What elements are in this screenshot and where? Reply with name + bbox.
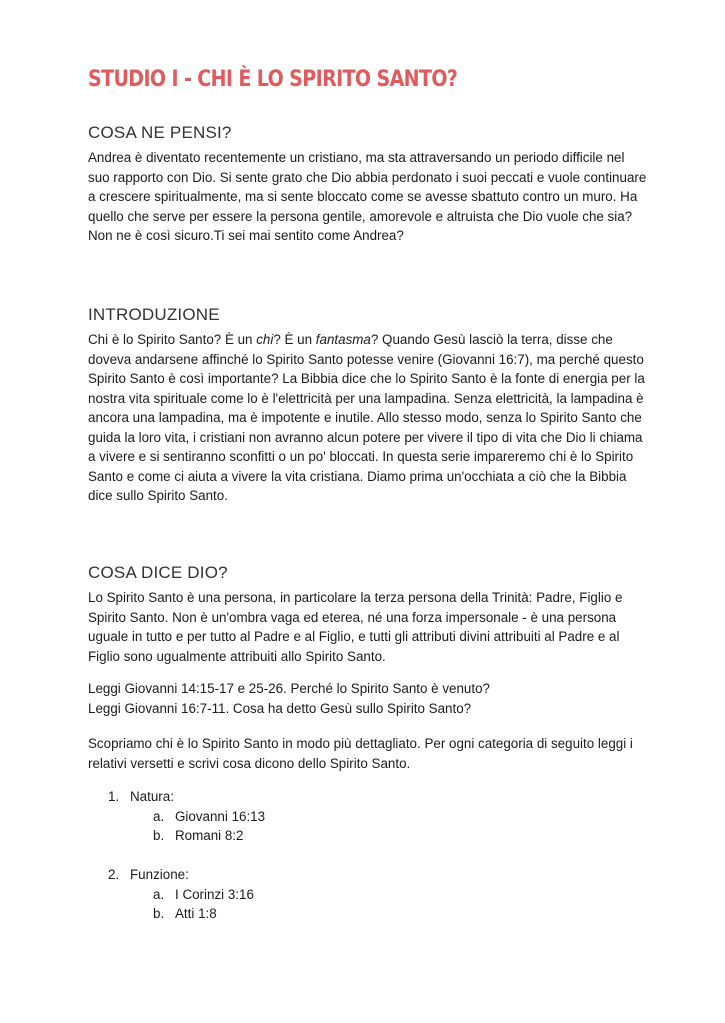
list-item	[88, 865, 648, 885]
sub-list-text: Giovanni 16:13	[175, 808, 266, 824]
list-number: 1.	[108, 789, 120, 804]
reading-instructions	[88, 679, 648, 718]
reading-line: Leggi Giovanni 14:15-17 e 25-26. Perché lo Spirito Santo è venuto?	[88, 681, 490, 696]
sub-list-text: Atti 1:8	[175, 906, 217, 921]
section-heading-cosa-ne-pensi: COSA NE PENSI?	[88, 123, 232, 142]
sub-list-item	[88, 826, 648, 846]
sub-list-letter: a.	[153, 808, 165, 824]
intro-text-mid: ? È un	[273, 332, 316, 347]
sub-list-item	[88, 904, 648, 924]
sub-list-text: Romani 8:2	[175, 828, 244, 843]
list-spacer	[88, 846, 648, 866]
section-paragraph-instructions: Scopriamo chi è lo Spirito Santo in modo più dettagliato. Per ogni categoria di seguito leggi i relativi versetti e scrivi cosa dicono dello Spirito Santo.	[88, 736, 633, 771]
sub-list-letter: b.	[153, 828, 165, 843]
page-title: STUDIO I - CHI È LO SPIRITO SANTO?	[88, 66, 458, 92]
section-paragraph-cosa-ne-pensi: Andrea è diventato recentemente un cristiano, ma sta attraversando un periodo difficile nel suo rapporto con Dio. Si sente grato che Dio abbia perdonato i suoi peccati e vuole continuare a crescere spiritualmente, ma si sente bloccato come se avesse sbattuto contro un muro. Ha quello che serve per essere la persona gentile, amorevole e altruista che Dio vuole che sia? Non ne è così sicuro.Ti sei mai sentito come Andrea?	[88, 150, 647, 243]
list-label: Natura:	[130, 789, 174, 804]
intro-emphasis-chi: chi	[256, 332, 274, 347]
sub-list-text: I Corinzi 3:16	[175, 886, 254, 902]
sub-list-item	[88, 807, 648, 827]
intro-emphasis-fantasma: fantasma	[315, 332, 371, 347]
section-heading-introduzione: INTRODUZIONE	[88, 305, 220, 324]
list-number: 2.	[108, 867, 120, 882]
intro-text-start: Chi è lo Spirito Santo? È un	[88, 332, 257, 347]
section-heading-cosa-dice-dio: COSA DICE DIO?	[88, 563, 228, 582]
sub-list-letter: a.	[153, 886, 165, 902]
sub-list-letter: b.	[153, 906, 165, 921]
section-paragraph-introduzione	[88, 330, 648, 506]
list-label: Funzione:	[130, 867, 189, 882]
reading-line: Leggi Giovanni 16:7-11. Cosa ha detto Gesù sullo Spirito Santo?	[88, 700, 472, 716]
category-list	[88, 787, 648, 924]
sub-list-item	[88, 885, 648, 905]
list-item	[88, 787, 648, 807]
intro-text-rest: ? Quando Gesù lasciò la terra, disse che doveva andarsene affinché lo Spirito Santo potesse venire (Giovanni 16:7), ma perché questo Spirito Santo è così importante? La Bibbia dice che lo Spirito Santo è la fonte di energia per la nostra vita spirituale come lo è l'elettricità per una lampadina. Senza elettricità, la lampadina è ancora una lampadina, ma è impotente e inutile. Allo stesso modo, senza lo Spirito Santo che guida la loro vita, i cristiani non avranno alcun potere per vivere il tipo di vita che Dio li chiama a vivere e si sentiranno sconfitti o un po' bloccati. In questa serie impareremo chi è lo Spirito Santo e come ci aiuta a vivere la vita cristiana. Diamo prima un'occhiata a ciò che la Bibbia dice sullo Spirito Santo.	[88, 332, 645, 503]
section-paragraph-cosa-dice-dio: Lo Spirito Santo è una persona, in particolare la terza persona della Trinità: Padre, Figlio e Spirito Santo. Non è un'ombra vaga ed eterea, né una forza impersonale - è una persona uguale in tutto e per tutto al Padre e al Figlio, e tutti gli attributi divini attribuiti al Padre e al Figlio sono ugualmente attribuiti allo Spirito Santo.	[88, 590, 623, 664]
